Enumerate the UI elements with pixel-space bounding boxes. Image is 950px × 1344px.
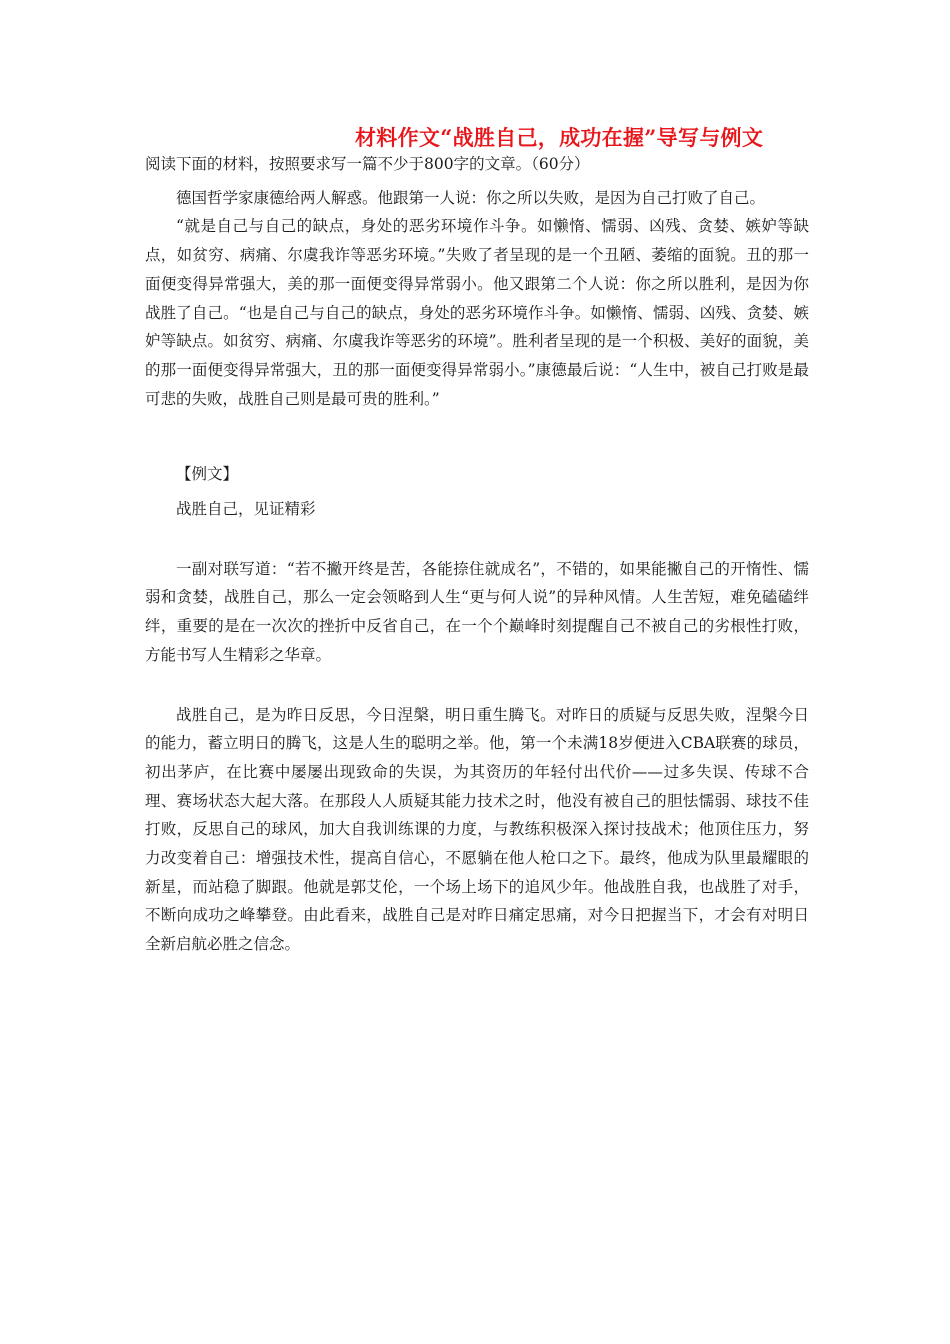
material-paragraph-1: 德国哲学家康德给两人解惑。他跟第一人说：你之所以失败，是因为自己打败了自己。	[176, 188, 766, 207]
document-title: 材料作文“战胜自己，成功在握”导写与例文	[355, 125, 764, 150]
essay-paragraph-1: 一副对联写道：“若不撇开终是苦，各能捺住就成名”，不错的，如果能撇自己的开惰性、懦弱和贪婪，战胜自己，那么一定会领略到人生“更与何人说”的异种风情。人生苦短，难免磕磕绊绊，重要的是在一次次的挫折中反省自己，在一个个巅峰时刻提醒自己不被自己的劣根性打败，方能书写人生精彩之华章。	[145, 559, 809, 664]
document-body	[145, 150, 809, 959]
example-label: 【例文】	[176, 465, 239, 484]
material-paragraph-2: “就是自己与自己的缺点，身处的恶劣环境作斗争。如懒惰、懦弱、凶残、贪婪、嫉妒等缺点，如贫穷、病痛、尔虞我诈等恶劣环境。”失败了者呈现的是一个丑陋、萎缩的面貌。丑的那一面便变得异常强大，美的那一面便变得异常弱小。他又跟第二个人说：你之所以胜利，是因为你战胜了自己。“也是自己与自己的缺点，身处的恶劣环境作斗争。如懒惰、懦弱、凶残、贪婪、嫉妒等缺点。如贫穷、病痛、尔虞我诈等恶劣的环境”。胜利者呈现的是一个积极、美好的面貌，美的那一面便变得异常强大，丑的那一面便变得异常弱小。”康德最后说：“人生中，被自己打败是最可悲的失败，战胜自己则是最可贵的胜利。”	[145, 217, 809, 408]
essay-paragraph-2: 战胜自己，是为昨日反思，今日涅槃，明日重生腾飞。对昨日的质疑与反思失败，涅槃今日的能力，蓄立明日的腾飞，这是人生的聪明之举。他，第一个未满18岁便进入CBA联赛的球员，初出茅庐，在比赛中屡屡出现致命的失误，为其资历的年轻付出代价——过多失误、传球不合理、赛场状态大起大落。在那段人人质疑其能力技术之时，他没有被自己的胆怯懦弱、球技不佳打败，反思自己的球风，加大自我训练课的力度，与教练积极深入探讨技战术；他顶住压力，努力改变着自己：增强技术性，提高自信心，不愿躺在他人枪口之下。最终，他成为队里最耀眼的新星，而站稳了脚跟。他就是郭艾伦，一个场上场下的追风少年。他战胜自我，也战胜了对手，不断向成功之峰攀登。由此看来，战胜自己是对昨日痛定思痛，对今日把握当下，才会有对明日全新启航必胜之信念。	[145, 705, 809, 954]
writing-instruction: 阅读下面的材料，按照要求写一篇不少于800字的文章。（60分）	[145, 155, 590, 173]
essay-title: 战胜自己，见证精彩	[176, 500, 316, 519]
